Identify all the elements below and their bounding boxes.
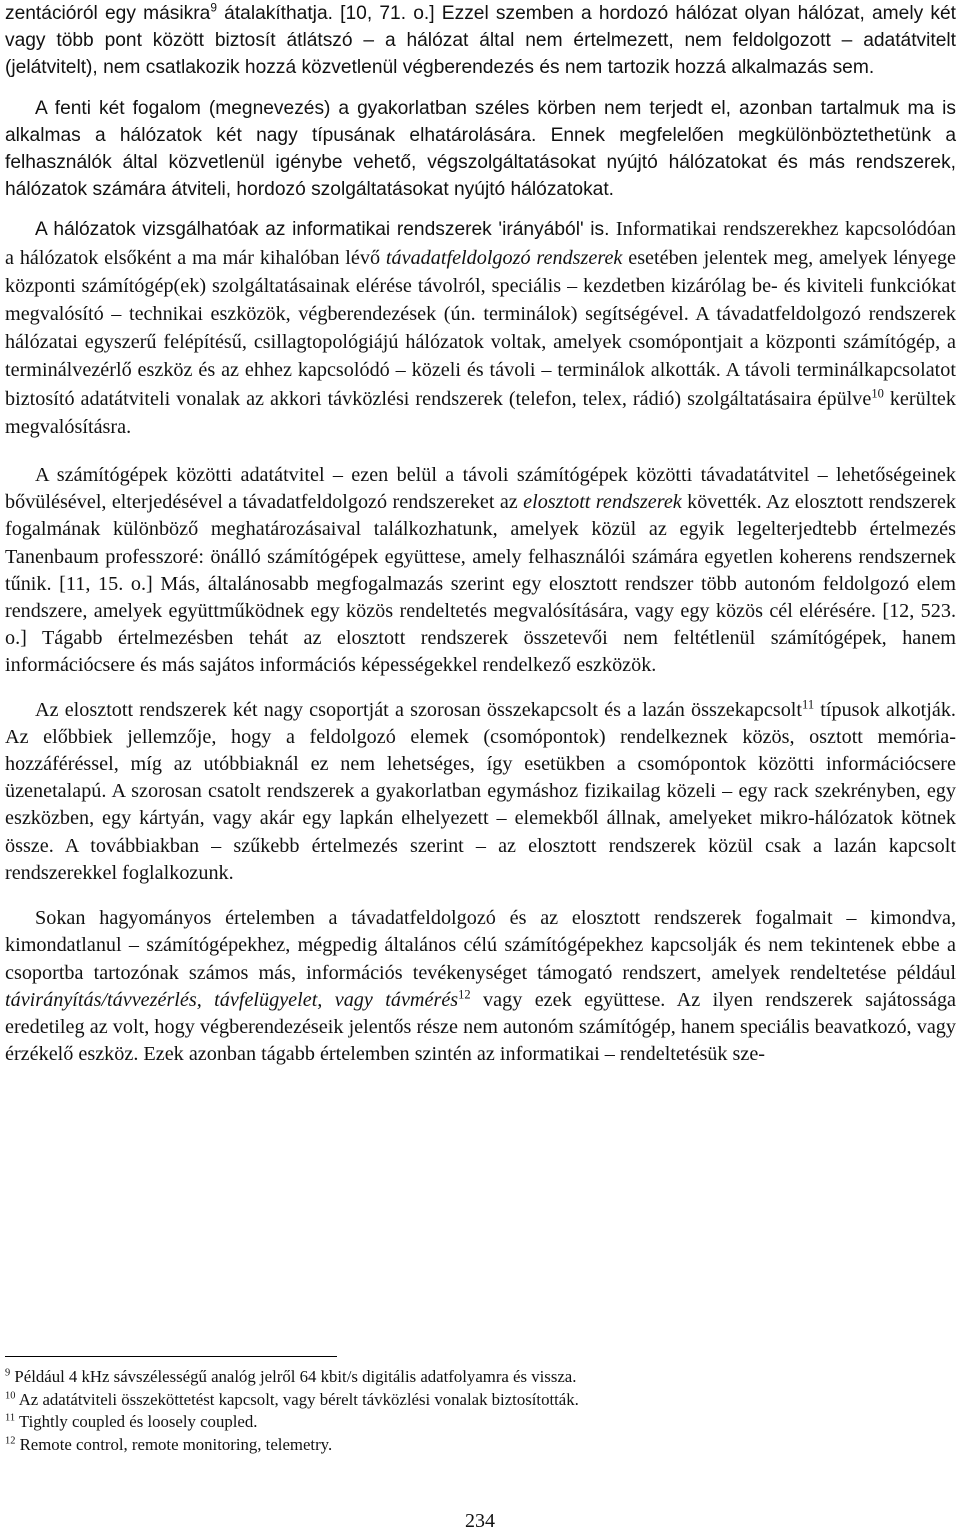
footnote-text: Tightly coupled és loosely coupled. <box>18 1412 258 1431</box>
footnote-text: Remote control, remote monitoring, telemetry. <box>19 1434 333 1454</box>
paragraph-6 <box>0 905 960 1068</box>
paragraph-4-text-cont: követték. Az elosztott rendszerek fogalmának különböző meghatározásaival találkozhatunk, amelyek közül az egyik legelterjedtebb értelmezés Tanenbaum professzoré: önálló számítógépek együttese, amely felhasználói számára egyetlen koherens rendszernek tűnik. [11, 15. o.] Más, általánosabb megfogalmazás szerint egy elosztott rendszer több autonóm feldolgozó elem rendszere, amelyek együttműködnek egy közös rendeltetés megvalósítására, vagy egy közös cél elérésére. [12, 523. o.] Tágabb értelmezésben tehát az elosztott rendszerek összetevői nem feltétlenül számítógépek, hanem információcsere és más sajátos információs képességekkel rendelkező eszközök. <box>5 491 957 677</box>
paragraph-3-sentence-1: A hálózatok vizsgálhatóak az informatikai rendszerek 'irányából' is. <box>35 219 610 241</box>
footnote-ref-11[interactable]: 11 <box>802 696 815 711</box>
paragraph-3-text-end: kerültek megvalósításra. <box>5 387 956 438</box>
footnote-11 <box>5 1411 905 1434</box>
paragraph-5 <box>0 697 960 887</box>
footnote-ref-9[interactable]: 9 <box>210 0 217 15</box>
footnote-number: 9 <box>5 1367 11 1379</box>
footnote-10 <box>5 1389 905 1412</box>
footnote-number: 12 <box>5 1435 16 1447</box>
page-number: 234 <box>465 1510 495 1532</box>
paragraph-5-text: Az elosztott rendszerek két nagy csoportját a szorosan összekapcsolt és a lazán összekapcsolt <box>35 698 803 721</box>
footnote-9 <box>5 1366 905 1389</box>
footnote-ref-10[interactable]: 10 <box>871 385 884 400</box>
paragraph-5-text-cont: típusok alkotják. Az előbbiek jellemzője, hogy a feldolgozó elemek (csomópontok) rendelkeznek közös, osztott memória-hozzáféréssel, míg az utóbbiaknál ez nem lehetséges, így esetükben a csomópontok közötti információcsere üzenetalapú. A szorosan csatolt rendszerek a gyakorlatban egymáshoz fizikailag közeli – egy rack szekrényben, egy eszközben, egy kártyán, vagy akár egy lapkán elhelyezett – elemekből állnak, amelyeket mikro-hálózatok kötnek össze. A továbbiakban – szűkebb értelmezés szerint – az elosztott rendszerek közül csak a lazán kapcsolt rendszerekkel foglalkozunk. <box>5 698 956 884</box>
term-taviranyitas: távirányítás/távvezérlés, távfelügyelet, vagy távmérés <box>5 988 459 1011</box>
paragraph-2-text: A fenti két fogalom (megnevezés) a gyakorlatban széles körben nem terjedt el, azonban tartalmuk ma is alkalmas a hálózatok két nagy típusának elhatárolására. Ennek megfelelően megkülönböztethetünk a felhasználók által közvetlenül igénybe vehető, végszolgáltatásokat nyújtó hálózatokat és más rendszerek, hálózatok számára átviteli, hordozó szolgáltatásokat nyújtó hálózatokat. <box>5 97 956 201</box>
term-elosztott-rendszerek: elosztott rendszerek <box>523 491 682 514</box>
paragraph-3-text: Informatikai rendszerekhez kapcsolódóan a hálózatok elsőként a ma már kihalóban lévő <box>5 218 956 269</box>
paragraph-1-text: zentációról egy másikra <box>5 3 211 24</box>
term-tavadatfeldolgozo-rendszerek: távadatfeldolgozó rendszerek <box>385 246 623 269</box>
paragraph-3-serif <box>5 218 956 437</box>
paragraph-4-text: A számítógépek közötti adatátvitel – ezen belül a távoli számítógépek közötti távadatátvitel – lehetőségeinek bővülésével, elterjedésével a távadatfeldolgozó rendszereket az <box>5 464 956 514</box>
footnotes <box>5 1366 905 1456</box>
paragraph-2 <box>0 95 960 204</box>
paragraph-4 <box>0 462 960 680</box>
paragraph-1-text-cont: átalakíthatja. [10, 71. o.] Ezzel szemben a hordozó hálózat olyan hálózat, amely két vagy több pont között biztosít átlátszó – a hálózat által nem értelmezett, nem feldolgozott – adatátvitelt (jelátvitelt), nem csatlakozik hozzá közvetlenül végberendezés és nem tartozik hozzá alkalmazás sem. <box>5 3 956 79</box>
paragraph-1 <box>0 0 960 82</box>
footnote-divider <box>5 1356 337 1357</box>
footnote-number: 11 <box>5 1412 16 1424</box>
paragraph-6-text: Sokan hagyományos értelemben a távadatfeldolgozó és az elosztott rendszerek fogalmait – kimondva, kimondatlanul – számítógépekhez, mégpedig általános célú számítógépekhez kapcsolják és nem tekintenek ebbe a csoportba tartozónak számos más, információs tevékenységet támogató rendszert, amelyek rendeltetése például <box>5 907 956 984</box>
footnote-number: 10 <box>5 1390 16 1402</box>
paragraph-3-text-cont: esetében jelentek meg, amelyek lényege központi számítógép(ek) szolgáltatásainak elérése távolról, speciális – kezdetben kizárólag be- és kiviteli funkciókat megvalósító – technikai eszközök, végberendezések (ún. terminálok) segítségével. A távadatfeldolgozó rendszerek hálózatai egyszerű felépítésű, csillagtopológiájú hálózatok voltak, amelyek csomópontjait a központi számítógép, a terminálvezérlő eszköz és az ehhez kapcsolódó – közeli és távoli – terminálok alkották. A távoli terminálkapcsolatot biztosító adatátviteli vonalak az akkori távközlési rendszerek (telefon, telex, rádió) szolgáltatásaira épülve <box>5 246 956 410</box>
footnote-text: Például 4 kHz sávszélességű analóg jelről 64 kbit/s digitális adatfolyamra és vissza. <box>14 1367 577 1386</box>
footnote-12 <box>5 1434 905 1457</box>
footnote-text: Az adatátviteli összeköttetést kapcsolt, vagy bérelt távközlési vonalak biztosították. <box>18 1389 579 1409</box>
paragraph-3 <box>0 216 960 442</box>
paragraph-6-text-cont: vagy ezek együttese. Az ilyen rendszerek sajátossága eredetileg az volt, hogy végberendezéseik jelentős része nem autonóm számítógép, hanem speciális beavatkozó, vagy érzékelő eszköz. Ezek azonban tágabb értelemben szintén az informatikai – rendeltetésük sze- <box>5 988 956 1066</box>
footnote-ref-12[interactable]: 12 <box>458 986 471 1001</box>
